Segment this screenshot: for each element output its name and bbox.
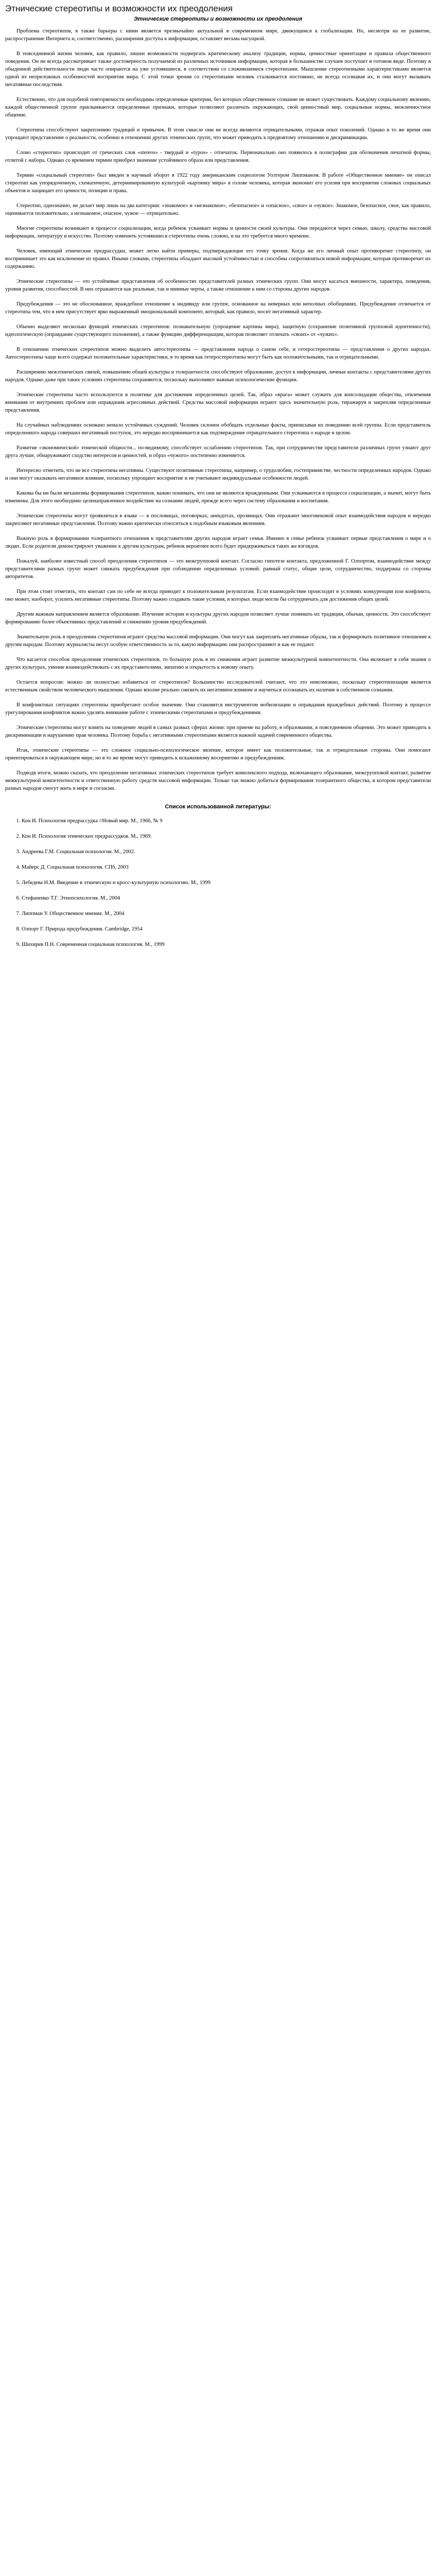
bibliography-section	[5, 804, 431, 948]
body-paragraph: Каковы бы ни были механизмы формирования стереотипов, важно понимать, что они не являются врожденными. Они усваиваются в процессе социализации, а значит, могут быть изменены. Для этого необходимо целенаправленное воздействие на сознание людей, прежде всего через систему образования и воспитания.	[5, 490, 431, 504]
body-paragraph: Остается вопросом: можно ли полностью избавиться от стереотипов? Большинство исследователей считают, что это невозможно, поскольку стереотипизация является естественным свойством человеческого мышления. Однако вполне реально снизить их негативное влияние и научиться осознавать их наличие в собственном сознании.	[5, 680, 431, 693]
body-paragraph: Этнические стереотипы могут проявляться в языке — в пословицах, поговорках, анекдотах, прозвищах. Они отражают многовековой опыт взаимодействия народов и нередко закрепляют негативные представления. Поэтому важно критически относиться к подобным языковым явлениям.	[5, 513, 431, 527]
body-paragraph: Развитие «экономической» этнической общности... по-видимому, способствует ослаблению стереотипов. Так, при сотрудничестве представители различных групп узнают друг друга лучше, обнаруживают сходство интересов и ценностей, и образ «чужого» постепенно изменяется.	[5, 445, 431, 459]
body-paragraph: Пожалуй, наиболее известный способ преодоления стереотипов — это межгрупповой контакт. Согласно гипотезе контакта, предложенной Г. Олпортом, взаимодействие между представителями разных групп может снижать предубеждения при соблюдении определенных условий: равный статус, общие цели, сотрудничество, поддержка со стороны авторитетов.	[5, 558, 431, 580]
bibliography-item: 2. Кон И. Психология этнических предрассудков. М., 1969.	[22, 833, 431, 840]
bibliography-item: 9. Шихирев П.Н. Современная социальная психология. М., 1999	[22, 941, 431, 948]
bibliography-item: 4. Майерс Д. Социальная психология. СПб, 2003	[22, 863, 431, 871]
bibliography-heading: Список использованной литературы:	[165, 804, 271, 810]
body-paragraph: Стереотипы способствуют закреплению традиций и привычек. В этом смысле они не всегда являются отрицательными, отражая опыт поколений. Однако в то же время они упрощают представление о реальности, особенно в отношении других этнических групп, что может приводить к предвзятому отношению и дискриминации.	[5, 127, 431, 141]
body-paragraph: Многие стереотипы возникают в процессе социализации, когда ребенок усваивает нормы и ценности своей культуры. Они передаются через семью, школу, средства массовой информации, литературу и искусство. Поэтому изменить устоявшиеся стереотипы очень сложно, и на это требуется много времени.	[5, 226, 431, 239]
body-paragraph: Этнические стереотипы могут влиять на поведение людей в самых разных сферах жизни: при приеме на работу, в образовании, в повседневном общении. Это может приводить к дискриминации и нарушению прав человека. Поэтому борьба с негативными стереотипами является важной задачей современного общества.	[5, 725, 431, 738]
body-paragraph: При этом стоит отметить, что контакт сам по себе не всегда приводит к положительным результатам. Если взаимодействие происходит в условиях конкуренции или конфликта, оно может, наоборот, усилить негативные стереотипы. Поэтому важно создавать такие условия, в которых люди могли бы сотрудничать для достижения общих целей.	[5, 589, 431, 602]
body-paragraph: Естественно, что для подобной повторяемости необходимы определенные критерии, без которых общественное сознание не может существовать. Каждому социальному явлению, каждой общественной группе присваиваются определенные признаки, которые позволяют различать окружающих, свой ценностный мир, социальные нормы, межличностное общение.	[5, 97, 431, 118]
bibliography-item: 8. Олпорт Г. Природа предубеждения. Cambridge, 1954	[22, 925, 431, 933]
bibliography-item: 7. Липпман У. Общественное мнение. М., 2004	[22, 910, 431, 918]
body-paragraph: Проблема стереотипов, в также барьеры с ними является чрезвычайно актуальной в современном мире, движущимся к глобализации. Но, несмотря на ее развитие, распространение Интернета и, соответственно, расширения доступа к информации, оставляет весьма насущной.	[5, 28, 431, 42]
document-body	[5, 27, 431, 792]
document-page	[0, 0, 436, 972]
body-paragraph: Что касается способов преодоления этнических стереотипов, то большую роль в их снижении играет развитие межкультурной компетентности. Она включает в себя знания о других культурах, умение взаимодействовать с их представителями, эмпатию и открытость к новому опыту.	[5, 657, 431, 670]
body-paragraph: Термин «социальный стереотип» был введен в научный оборот в 1922 году американским социологом Уолтером Липпманом. В работе «Общественное мнение» он описал стереотип как упорядоченную, схематичную, детерминированную культурой «картинку мира» в голове человека, которая экономит его усилия при восприятии сложных социальных объектов и защищает его ценности, позиции и права.	[5, 173, 431, 194]
document-subtitle: Этнические стереотипы и возможности их преодоления	[133, 16, 303, 22]
body-paragraph: Подводя итоги, можно сказать, что преодоление негативных этнических стереотипов требует комплексного подхода, включающего образование, межгрупповой контакт, развитие межкультурной компетентности и ответственную работу средств массовой информации. Только так можно добиться формирования толерантного общества, в котором представители разных народов смогут жить в мире и согласии.	[5, 770, 431, 791]
body-paragraph: Итак, этнические стереотипы — это сложное социально-психологическое явление, которое имеет как положительные, так и отрицательные стороны. Они помогают ориентироваться в окружающем мире, но в то же время могут приводить к искаженному восприятию и предубеждениям.	[5, 748, 431, 761]
body-paragraph: Слово «стереотип» происходит от греческих слов «stereos» - твердый и «typos» - отпечаток. Первоначально оно появилось в полиграфии для обозначения печатной формы, отлитой с набора. Однако со временем термин приобрел значение устойчивого образа или представления.	[5, 150, 431, 163]
body-paragraph: Важную роль в формировании толерантного отношения к представителям других народов играет семья. Именно в семье ребенок усваивает первые представления о мире и о людях. Если родители демонстрируют уважение к другим культурам, ребенок вероятнее всего будет придерживаться таких же взглядов.	[5, 536, 431, 549]
body-paragraph: Значительную роль в преодолении стереотипов играют средства массовой информации. Они могут как закреплять негативные образы, так и формировать позитивное отношение к другим народам. Поэтому журналисты несут особую ответственность за то, какую информацию они распространяют и как ее подают.	[5, 634, 431, 648]
body-paragraph: В повседневной жизни человек, как правило, лишен возможности подвергать критическому анализу традиции, нормы, ценностные ориентации и правила общественного поведения. Он не всегда рассматривает также достоверность получаемой из различных источников информации, которая в большинстве случаев поступает в готовом виде. Поэтому в обыденной действительности люди часто опираются на уже устоявшиеся, в соответствии со сложившимися стереотипами. Мышление стереотипными характеристиками является одной из непреложных особенностей восприятия мира. С этой точки зрения со стереотипами человек сталкивается постоянно, не всегда осознавая их, и они могут вызывать негативные последствия.	[5, 51, 431, 88]
bibliography-item: 1. Кон И. Психология предрассудка //Новый мир. М., 1966, № 9	[22, 817, 431, 825]
bibliography-item: 5. Лебедева Н.М. Введение в этническую и кросс-культурную психологию. М., 1999	[22, 879, 431, 887]
body-paragraph: В конфликтных ситуациях стереотипы приобретают особое значение. Они становятся инструментом мобилизации и оправдания враждебных действий. Поэтому в процессе урегулирования конфликтов важно уделять внимание работе с этническими стереотипами и предубеждениями.	[5, 702, 431, 716]
bibliography-item: 6. Стефаненко Т.Г. Этнопсихология. М., 2004	[22, 894, 431, 902]
body-paragraph: В отношении этнических стереотипов можно выделить автостереотипы — представления народа о самом себе, и гетеростереотипы — представления о других народах. Автостереотипы чаще всего содержат положительные характеристики, в то время как гетеростереотипы могут быть как положительными, так и отрицательными.	[5, 347, 431, 360]
bibliography-list	[5, 817, 431, 948]
bibliography-item: 3. Андреева Г.М. Социальная психология. М., 2002.	[22, 848, 431, 856]
body-paragraph: Обычно выделяют несколько функций этнических стереотипов: познавательную (упрощение картины мира), защитную (сохранение позитивной групповой идентичности), идеологическую (оправдание существующего положения), а также функцию дифференциации, которая позволяет отличать «своих» от «чужих».	[5, 324, 431, 337]
body-paragraph: Стереотип, однозначно, не делает мир лишь на два категории: «знакомое» и «незнакомое», «безопасное» и «опасное», «свое» и «чужое». Знакомое, безопасное, свое, как правило, оценивается положительно, а незнакомое, опасное, чужое — отрицательно.	[5, 203, 431, 216]
body-paragraph: Предубеждения — это не обоснованное, враждебное отношение к индивиду или группе, основанное на неверных или неполных обобщениях. Предубеждение отличается от стереотипа тем, что в нем присутствует ярко выраженный эмоциональный компонент, который, как правило, носит негативный характер.	[5, 301, 431, 315]
body-paragraph: Интересно отметить, что не все стереотипы негативны. Существуют позитивные стереотипы, например, о трудолюбии, гостеприимстве, честности определенных народов. Однако и они могут оказывать негативное влияние, поскольку упрощают восприятие и не учитывают индивидуальные особенности людей.	[5, 468, 431, 481]
body-paragraph: Человек, имеющий этнические предрассудки, может легко найти примеры, подтверждающие его точку зрения. Когда же его личный опыт противоречит стереотипу, он воспринимает это как исключение из правил. Иными словами, стереотипы обладают высокой устойчивостью и способны сопротивляться новой информации, которая противоречит их содержанию.	[5, 248, 431, 269]
body-paragraph: Другим важным направлением является образование. Изучение истории и культуры других народов позволяет лучше понимать их традиции, обычаи, ценности. Это способствует формированию более объективных представлений и снижению уровня предубеждений.	[5, 612, 431, 625]
body-paragraph: Расширению межэтнических связей, повышению общей культуры и толерантности способствуют образование, доступ к информации, личные контакты с представителями других народов. Однако даже при таких условиях стереотипы сохраняются, поскольку выполняют важные психологические функции.	[5, 369, 431, 383]
body-paragraph: Этнические стереотипы — это устойчивые представления об особенностях представителей разных этнических групп. Они могут касаться внешности, характера, поведения, уровня развития, способностей. В них отражаются как реальные, так и мнимые черты, а также отношение к ним со стороны других народов.	[5, 279, 431, 292]
body-paragraph: Этнические стереотипы часто используются в политике для достижения определенных целей. Так, образ «врага» может служить для консолидации общества, отвлечения внимания от внутренних проблем или оправдания агрессивных действий. Средства массовой информации играют здесь значительную роль, тиражируя и закрепляя определенные представления.	[5, 392, 431, 413]
body-paragraph: На случайных наблюдениях основано немало устойчивых суждений. Человек склонен обобщать отдельные факты, приписывая их поведению всей группы. Если представитель определенного народа совершил негативный поступок, это нередко воспринимается как подтверждение отрицательного стереотипа о народе в целом.	[5, 422, 431, 436]
document-title: Этнические стереотипы и возможности их преодоления	[5, 4, 233, 13]
